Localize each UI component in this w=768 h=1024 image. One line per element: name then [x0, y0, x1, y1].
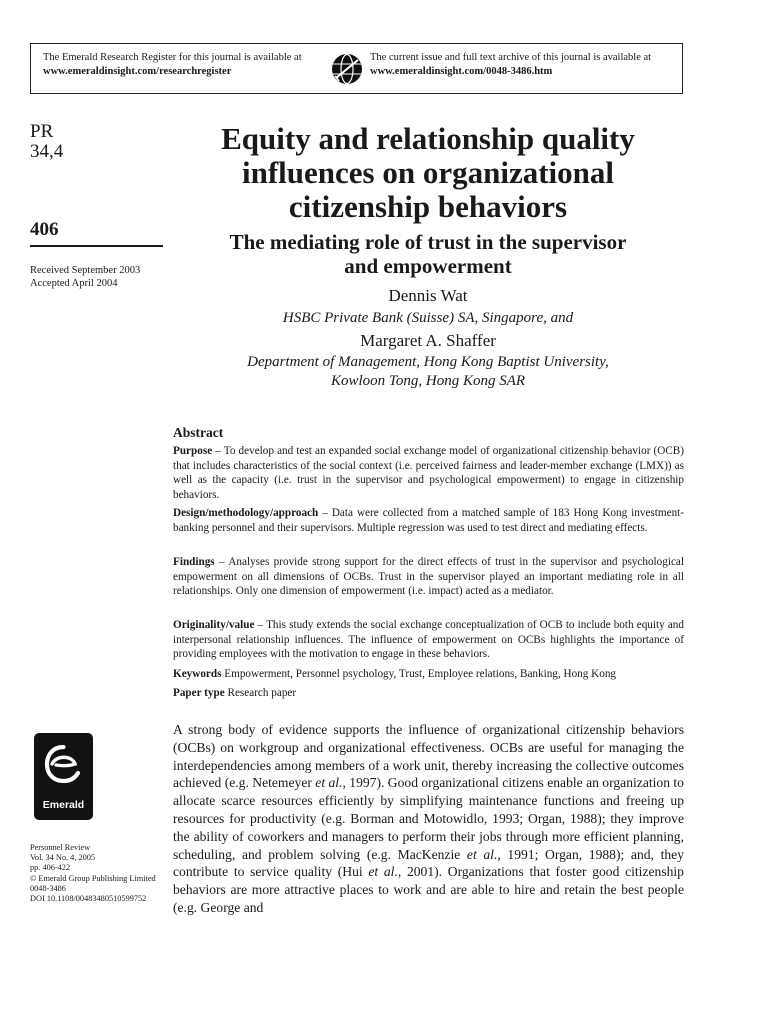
findings-text: – Analyses provide strong support for the direct effects of trust in the supervisor and psychological empowerment on all dimensions of OCBs. Trust in the supervisor played an important mediating role in all relationships. Only one dimension of empowerment (i.e. impact) acted as a mediator.	[173, 556, 684, 597]
full-text-archive-link[interactable]: www.emeraldinsight.com/0048-3486.htm	[370, 66, 553, 77]
findings-label: Findings	[173, 556, 215, 568]
purpose-label: Purpose	[173, 445, 213, 457]
emerald-logo	[34, 733, 93, 820]
margin-divider	[30, 245, 163, 247]
author-name: Margaret A. Shaffer	[360, 331, 496, 350]
subtitle-line: and empowerment	[344, 254, 512, 278]
journal-reference	[30, 122, 63, 162]
paper-type-text: Research paper	[224, 687, 297, 699]
abstract-heading: Abstract	[173, 425, 224, 440]
body-text-segment: , 1997). Good organizational citizens enable an organization to allocate scarce resources efficiently by simplifying maintenance functions and freeing up resources for productivity (e.g. Borman and Motowidlo, 1993; Organ, 1988); they improve the ability of coworkers and managers to perform their jobs through more efficient planning, scheduling, and problem solving (e.g. MacKenzie	[173, 775, 684, 862]
paper-type-label: Paper type	[173, 687, 225, 699]
pub-info-line: Personnel Review	[30, 843, 91, 852]
body-text-segment: , 1991; Organ, 1988); and, they contribute to service quality (Hui	[173, 846, 684, 880]
pub-info-line: pp. 406-422	[30, 863, 71, 873]
keywords-text: Empowerment, Personnel psychology, Trust, Employee relations, Banking, Hong Kong	[221, 668, 617, 680]
full-text-archive-notice	[370, 51, 651, 79]
originality-label: Originality/value	[173, 619, 255, 631]
accepted-date: Accepted April 2004	[30, 278, 118, 289]
abstract-design	[173, 506, 684, 535]
pub-info-line: © Emerald Group Publishing Limited	[30, 873, 156, 883]
article-subtitle	[173, 230, 683, 278]
globe-icon	[330, 52, 364, 86]
journal-abbreviation: PR	[30, 121, 54, 142]
design-text: – Data were collected from a matched sample of 183 Hong Kong investment-banking personnel and their supervisors. Multiple regression was used to test direct and mediating effects.	[173, 507, 684, 534]
publication-info	[30, 843, 156, 904]
page-number: 406	[30, 219, 59, 240]
affiliation-line: Kowloon Tong, Hong Kong SAR	[330, 373, 526, 389]
originality-text: – This study extends the social exchange conceptualization of OCB to include both equity and interpersonal relationship influences. The influence of empowerment on OCBs highlights the importance of providing employees with the motivation to engage in these behaviors.	[173, 619, 684, 660]
abstract-purpose	[173, 444, 684, 502]
title-line: influences on organizational	[241, 155, 614, 190]
abstract-originality	[173, 618, 684, 662]
body-text-segment: , 2001). Organizations that foster good citizenship behaviors are more attractive places to work and are able to hire and retain the best people (e.g. George and	[173, 864, 684, 915]
subtitle-line: The mediating role of trust in the supervisor	[229, 230, 627, 254]
pub-info-line: 0048-3486	[30, 883, 66, 893]
full-text-archive-text: The current issue and full text archive of this journal is available at	[370, 52, 652, 63]
citation-et-al: et al.	[466, 846, 498, 862]
research-register-text: The Emerald Research Register for this journal is available at	[43, 52, 302, 63]
header-box	[30, 43, 683, 94]
citation-et-al: et al.	[315, 775, 343, 791]
paper-type	[173, 686, 684, 701]
body-text-segment: A strong body of evidence supports the influence of organizational citizenship behaviors (OCBs) on workgroup and organizational effectiveness. OCBs are useful for managing the interdependencies among members of a work unit, thereby increasing the collective outcomes achieved (e.g. Netemeyer	[173, 722, 684, 791]
submission-dates	[30, 264, 140, 290]
author-affiliation: HSBC Private Bank (Suisse) SA, Singapore, and	[282, 310, 574, 326]
title-line: citizenship behaviors	[288, 189, 568, 224]
author-affiliation	[173, 353, 683, 391]
volume-issue: 34,4	[30, 141, 64, 162]
research-register-notice	[43, 51, 302, 79]
pub-info-line: Vol. 34 No. 4, 2005	[30, 853, 96, 863]
logo-text: Emerald	[42, 799, 85, 811]
purpose-text: – To develop and test an expanded social exchange model of organizational citizenship behavior (OCB) that includes characteristics of the social context (i.e. perceived fairness and leader-member exchange (LMX)) as well as the capacity (i.e. trust in the supervisor and psychological empowerment) to engage in citizenship behaviors.	[173, 445, 684, 501]
received-date: Received September 2003	[30, 265, 141, 276]
keywords-label: Keywords	[173, 668, 222, 680]
keywords	[173, 667, 684, 682]
emerald-e-icon	[42, 741, 85, 793]
design-label: Design/methodology/approach	[173, 507, 319, 519]
abstract-findings	[173, 555, 684, 599]
article-title	[173, 122, 683, 224]
research-register-link[interactable]: www.emeraldinsight.com/researchregister	[43, 66, 232, 77]
affiliation-line: Department of Management, Hong Kong Baptist University,	[247, 354, 609, 370]
body-paragraph	[173, 721, 684, 917]
citation-et-al: et al.	[368, 864, 398, 880]
title-line: Equity and relationship quality	[221, 121, 635, 156]
pub-info-line: DOI 10.1108/00483480510599752	[30, 894, 147, 904]
author-name: Dennis Wat	[388, 286, 468, 305]
